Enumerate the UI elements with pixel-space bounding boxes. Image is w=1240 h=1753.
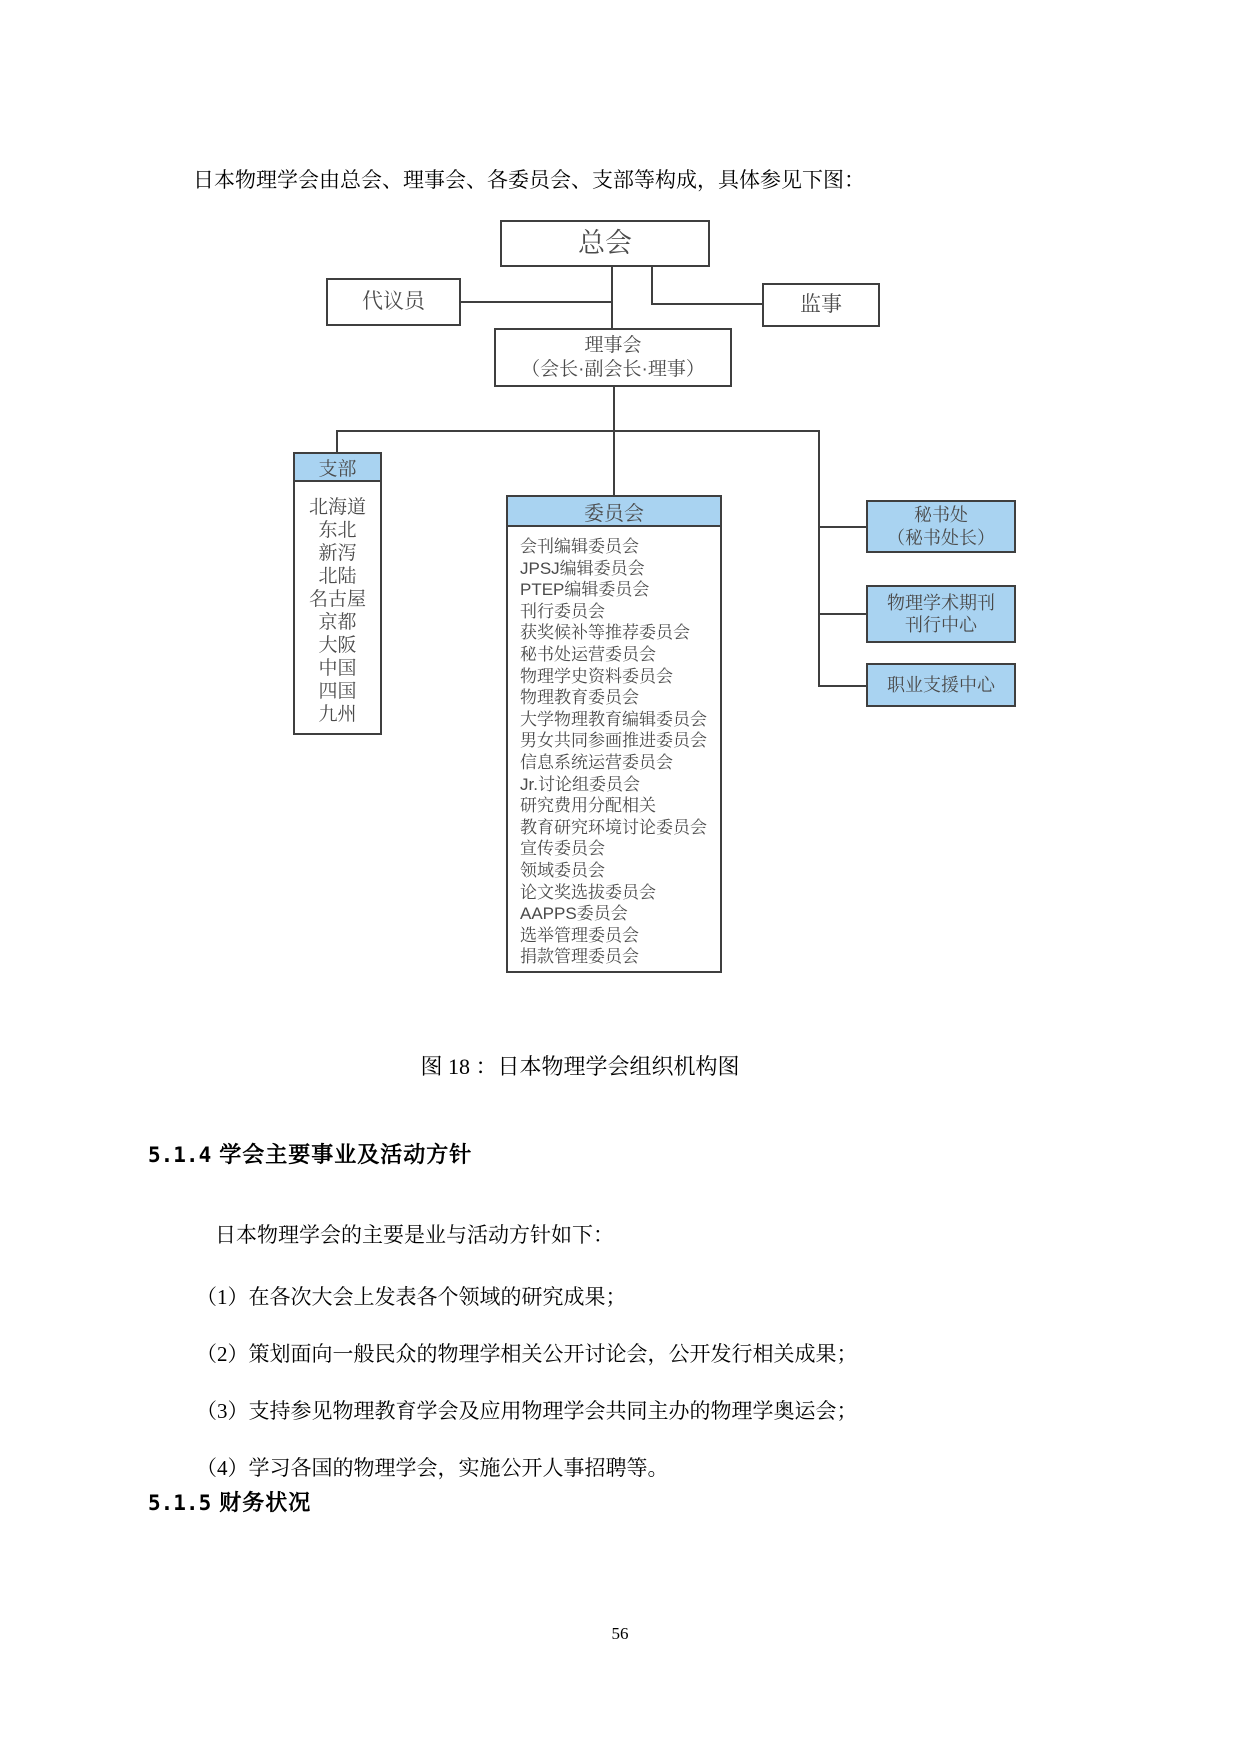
committee-item: AAPPS委员会 (520, 904, 628, 924)
connector-line (461, 301, 612, 303)
list-item: （4）学习各国的物理学会，实施公开人事招聘等。 (196, 1456, 669, 1480)
connector-line (818, 430, 820, 687)
connector-line (818, 526, 866, 528)
committees-list (508, 527, 720, 968)
connector-line (336, 430, 820, 432)
connector-line (613, 430, 615, 495)
connector-line (818, 613, 866, 615)
node-label: 代议员 (362, 289, 425, 313)
node-label: 理事会 (584, 334, 642, 356)
branch-item: 北海道 (308, 497, 366, 518)
branch-item: 大阪 (318, 635, 357, 656)
node-journal-publishing-center (866, 585, 1016, 643)
figure-caption: 图 18 ：日本物理学会组织机构图 (420, 1054, 740, 1079)
branch-item: 东北 (318, 520, 357, 541)
section-title: 财务状况 (219, 1490, 312, 1515)
committee-item: 捐款管理委员会 (520, 947, 639, 967)
branch-item: 中国 (318, 658, 357, 679)
node-label: 秘书处 (914, 505, 968, 525)
branch-item: 新泻 (318, 543, 357, 564)
node-label: 职业支援中心 (887, 674, 995, 695)
intro-paragraph: 日本物理学会由总会、理事会、各委员会、支部等构成，具体参见下图： (193, 168, 865, 192)
branch-item: 名古屋 (308, 589, 366, 610)
branches-header: 支部 (295, 454, 380, 482)
committee-item: 教育研究环境讨论委员会 (520, 817, 707, 837)
committee-item: 论文奖选拔委员会 (520, 882, 656, 902)
section-heading-514 (148, 1138, 472, 1169)
section-heading-515 (148, 1486, 311, 1517)
node-auditors (762, 283, 880, 327)
committee-item: 会刊编辑委员会 (520, 537, 639, 556)
committee-item: Jr.讨论组委员会 (520, 774, 640, 794)
node-committees (506, 495, 722, 973)
committee-item: 刊行委员会 (520, 601, 605, 621)
branches-list (295, 482, 380, 726)
committee-item: 宣传委员会 (520, 839, 605, 859)
committees-header: 委员会 (508, 497, 720, 527)
list-item: （3）支持参见物理教育学会及应用物理学会共同主办的物理学奥运会； (196, 1399, 858, 1423)
section-intro-paragraph: 日本物理学会的主要是业与活动方针如下： (215, 1223, 614, 1247)
branch-item: 四国 (318, 681, 357, 702)
node-sublabel: （秘书处长） (887, 527, 995, 548)
node-branches (293, 452, 382, 735)
committee-item: 大学物理教育编辑委员会 (520, 709, 707, 729)
node-label: 总会 (578, 227, 632, 258)
connector-line (336, 430, 338, 452)
committee-item: 物理学史资料委员会 (520, 666, 673, 686)
node-board-of-directors (494, 328, 732, 387)
committee-item: 领域委员会 (520, 860, 605, 880)
node-label: 物理学术期刊 (887, 592, 995, 613)
node-sublabel: 刊行中心 (905, 615, 977, 635)
branch-item: 京都 (318, 612, 357, 633)
node-sublabel: （会长·副会长·理事） (521, 358, 705, 380)
committee-item: 男女共同参画推进委员会 (520, 731, 707, 751)
connector-line (651, 303, 762, 305)
page-number: 56 (611, 1624, 629, 1643)
committee-item: 信息系统运营委员会 (520, 752, 673, 772)
list-item: （1）在各次大会上发表各个领域的研究成果； (196, 1285, 627, 1309)
committee-item: 物理教育委员会 (520, 688, 639, 708)
committee-item: 研究费用分配相关 (520, 796, 656, 816)
committee-item: PTEP编辑委员会 (520, 580, 650, 600)
list-item: （2）策划面向一般民众的物理学相关公开讨论会，公开发行相关成果； (196, 1342, 858, 1366)
branch-item: 九州 (318, 704, 357, 725)
committee-item: 秘书处运营委员会 (520, 644, 656, 664)
section-number: 5.1.5 (148, 1491, 212, 1515)
connector-line (613, 387, 615, 430)
committee-item: 选举管理委员会 (520, 925, 639, 945)
section-number: 5.1.4 (148, 1143, 212, 1167)
node-label: 监事 (800, 292, 842, 316)
node-general-assembly (500, 220, 710, 267)
connector-line (651, 267, 653, 305)
committee-item: 获奖候补等推荐委员会 (520, 623, 690, 643)
branch-item: 北陆 (318, 566, 357, 587)
connector-line (611, 267, 613, 328)
section-title: 学会主要事业及活动方针 (219, 1142, 473, 1167)
node-representatives (326, 278, 461, 326)
node-career-support-center (866, 663, 1016, 707)
connector-line (818, 685, 866, 687)
committee-item: JPSJ编辑委员会 (520, 558, 645, 578)
node-secretariat (866, 500, 1016, 553)
